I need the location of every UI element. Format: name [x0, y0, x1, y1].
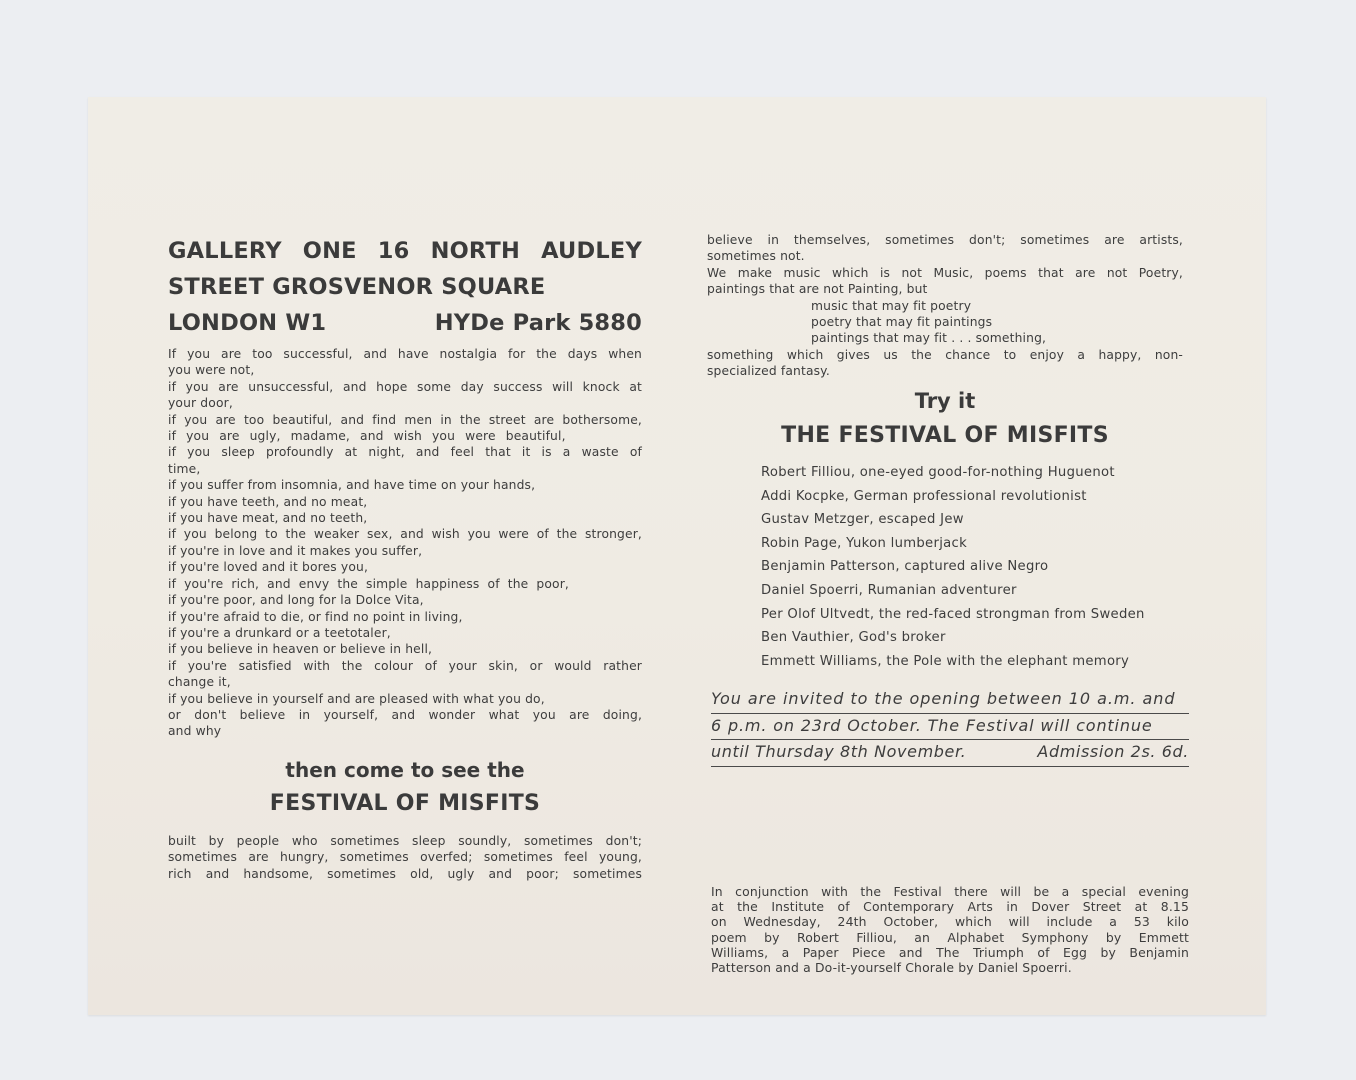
paragraph-line: sometimes are hungry, sometimes overfed; sometimes feel young,: [168, 850, 642, 865]
poem-line: if you sleep profoundly at night, and feel that it is a waste of: [168, 445, 642, 460]
built-by-paragraph: [168, 833, 642, 882]
address-line-2: STREET GROSVENOR SQUARE: [168, 274, 546, 300]
poem-line: If you are too successful, and have nostalgia for the days when: [168, 347, 642, 361]
poem-line: if you believe in heaven or believe in hell,: [168, 642, 433, 657]
paragraph-line: believe in themselves, sometimes don't; sometimes are artists,: [707, 233, 1183, 247]
paragraph-line: We make music which is not Music, poems that are not Poetry,: [707, 265, 1183, 280]
address-word: NORTH: [430, 238, 521, 264]
address-word: AUDLEY: [541, 238, 642, 264]
invitation-line: [711, 687, 1189, 714]
artist-item: Emmett Williams, the Pole with the elephant memory: [761, 653, 1130, 669]
poem-line: or don't believe in yourself, and wonder what you are doing,: [168, 707, 642, 722]
address-word: ONE: [302, 238, 357, 264]
poem-line: and why: [168, 724, 222, 739]
poem-line: if you're satisfied with the colour of your skin, or would rather: [168, 658, 642, 673]
invitation-text: 6 p.m. on 23rd October. The Festival will continue: [711, 715, 1153, 735]
paragraph-line: paintings that are not Painting, but: [707, 282, 928, 297]
paragraph-line: Patterson and a Do-it-yourself Chorale by Daniel Spoerri.: [711, 960, 1072, 976]
address-city: LONDON W1: [168, 310, 327, 336]
festival-flyer: [88, 97, 1266, 1015]
ica-evening-paragraph: [711, 884, 1189, 975]
if-you-poem: [168, 346, 642, 740]
poem-line: if you're in love and it makes you suffer,: [168, 543, 423, 558]
paragraph-line: sometimes not.: [707, 249, 805, 264]
paragraph-line: at the Institute of Contemporary Arts in Dover Street at 8.15: [711, 899, 1189, 915]
poem-line: change it,: [168, 675, 231, 690]
artist-item: Benjamin Patterson, captured alive Negro: [761, 559, 1049, 575]
paragraph-line-indented: paintings that may fit . . . something,: [811, 331, 1047, 346]
artist-item: Robert Filliou, one-eyed good-for-nothing Huguenot: [761, 465, 1115, 480]
poem-line: if you're poor, and long for la Dolce Vita,: [168, 593, 424, 608]
paragraph-line-indented: music that may fit poetry: [811, 298, 972, 313]
poem-line: you were not,: [168, 363, 255, 378]
paragraph-line: specialized fantasy.: [707, 364, 830, 379]
artist-item: Addi Kocpke, German professional revolutionist: [761, 488, 1087, 504]
paragraph-line: something which gives us the chance to enjoy a happy, non-: [707, 347, 1183, 362]
paragraph-line: In conjunction with the Festival there will be a special evening: [711, 884, 1189, 899]
poem-line: time,: [168, 461, 201, 476]
poem-line: if you are unsuccessful, and hope some day success will knock at: [168, 379, 642, 394]
opening-invitation: [711, 687, 1189, 767]
poem-line: if you're loved and it bores you,: [168, 560, 369, 575]
invitation-line: [711, 740, 1189, 767]
manifesto-paragraph: [707, 232, 1183, 380]
artist-item: Ben Vauthier, God's broker: [761, 630, 946, 646]
poem-line: if you are ugly, madame, and wish you were beautiful,: [168, 429, 566, 444]
artist-list: [761, 461, 1181, 673]
paragraph-line: rich and handsome, sometimes old, ugly and poor; sometimes: [168, 866, 642, 881]
paragraph-line: poem by Robert Filliou, an Alphabet Symphony by Emmett: [711, 929, 1189, 945]
come-to-see-heading: then come to see the: [285, 758, 525, 782]
poem-line: if you have teeth, and no meat,: [168, 494, 368, 509]
address-line-3: [168, 305, 642, 341]
poem-line: if you have meat, and no teeth,: [168, 511, 368, 526]
address-word: GALLERY: [168, 238, 282, 264]
admission-price: Admission 2s. 6d.: [1037, 742, 1189, 761]
poem-line: if you suffer from insomnia, and have time on your hands,: [168, 478, 536, 493]
invitation-text: You are invited to the opening between 10 a.m. and: [711, 689, 1176, 708]
paragraph-line: Williams, a Paper Piece and The Triumph of Egg by Benjamin: [711, 944, 1189, 960]
poem-line: if you're rich, and envy the simple happiness of the poor,: [168, 576, 569, 591]
closing-date: until Thursday 8th November.: [711, 742, 967, 761]
paragraph-line: built by people who sometimes sleep soundly, sometimes don't;: [168, 834, 642, 848]
invitation-line: [711, 714, 1189, 741]
poem-line: your door,: [168, 396, 233, 411]
poem-line: if you are too beautiful, and find men in the street are bothersome,: [168, 412, 642, 427]
gallery-phone: HYDe Park 5880: [434, 310, 642, 336]
festival-title-right: THE FESTIVAL OF MISFITS: [781, 423, 1109, 448]
artist-item: Per Olof Ultvedt, the red-faced strongman from Sweden: [761, 606, 1145, 622]
artist-item: Robin Page, Yukon lumberjack: [761, 535, 968, 551]
paragraph-line-indented: poetry that may fit paintings: [811, 315, 993, 330]
artist-item: Daniel Spoerri, Rumanian adventurer: [761, 582, 1017, 598]
paragraph-line: on Wednesday, 24th October, which will include a 53 kilo: [711, 914, 1189, 930]
poem-line: if you're afraid to die, or find no point in living,: [168, 609, 463, 624]
gallery-address: [168, 233, 642, 341]
poem-line: if you believe in yourself and are pleased with what you do,: [168, 691, 545, 706]
poem-line: if you belong to the weaker sex, and wish you were of the stronger,: [168, 527, 642, 542]
poem-line: if you're a drunkard or a teetotaler,: [168, 625, 391, 640]
address-word: 16: [377, 238, 410, 264]
festival-title-left: FESTIVAL OF MISFITS: [269, 791, 541, 816]
try-it-heading: Try it: [914, 389, 976, 413]
address-line-1: [168, 233, 642, 269]
artist-item: Gustav Metzger, escaped Jew: [761, 512, 964, 528]
